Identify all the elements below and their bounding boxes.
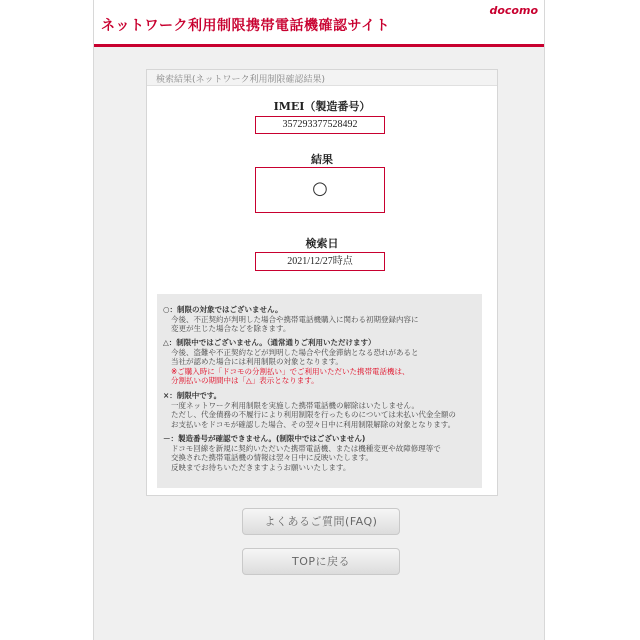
imei-value-box — [255, 116, 385, 134]
legend-note-red: ※ご購入時に「ドコモの分割払い」でご利用いただいた携帯電話機は、 — [171, 366, 410, 376]
site-title: ネットワーク利用制限携帯電話機確認サイト — [101, 18, 391, 34]
legend-circle — [163, 305, 481, 334]
legend-triangle — [163, 338, 481, 386]
site-header — [94, 0, 544, 47]
legend-cross-heading: ×：制限中です。 — [163, 391, 222, 400]
legend-cross — [163, 391, 481, 429]
imei-value: 357293377528492 — [282, 119, 358, 130]
legend-line: 今後、不正契約が判明した場合や携帯電話機購入に関わる初期登録内容に — [171, 314, 419, 324]
legend-line: ただし、代金債務の不履行により利用制限を行ったものについては未払い代金全額の — [171, 410, 456, 419]
faq-button[interactable]: よくあるご質問(FAQ) — [242, 508, 400, 535]
legend-line: 一度ネットワーク利用制限を実施した携帯電話機の解除はいたしません。 — [171, 400, 419, 410]
legend-line: お支払いをドコモが確認した場合、その翌々日中に利用制限解除の対象となります。 — [171, 419, 456, 429]
legend-line: 反映までお待ちいただきますようお願いいたします。 — [171, 462, 351, 472]
legend-dash-heading: －：製造番号が確認できません。(制限中ではございません) — [163, 434, 366, 443]
legend-line: ドコモ回線を新規に契約いただいた携帯電話機、または機種変更や故障修理等で — [171, 443, 441, 453]
result-legend — [157, 294, 482, 488]
legend-dash — [163, 434, 481, 472]
legend-line: 今後、盗難や不正契約などが判明した場合や代金滞納となる恐れがあると — [171, 347, 419, 357]
docomo-logo[interactable]: docomo — [489, 4, 538, 17]
legend-note-red: 分割払いの期間中は「△」表示となります。 — [171, 376, 319, 385]
result-box — [255, 167, 385, 213]
search-date-value: 2021/12/27時点 — [287, 256, 353, 267]
legend-line: 交換された携帯電話機の情報は翌々日中に反映いたします。 — [171, 453, 373, 462]
page-container — [93, 0, 545, 640]
search-date-label: 検索日 — [305, 237, 339, 250]
result-value: ○ — [312, 178, 328, 199]
legend-circle-heading: ○：制限の対象ではございません。 — [163, 305, 283, 314]
legend-triangle-heading: △：制限中ではございません。（通常通りご利用いただけます） — [163, 338, 376, 347]
legend-line: 変更が生じた場合などを除きます。 — [171, 324, 291, 333]
legend-line: 当社が認めた場合には利用制限の対象となります。 — [171, 357, 343, 366]
panel-header — [147, 70, 497, 86]
top-button[interactable]: TOPに戻る — [242, 548, 400, 575]
search-result-panel — [146, 69, 498, 496]
search-date-box — [255, 252, 385, 271]
imei-label: IMEI（製造番号） — [273, 100, 371, 113]
result-label: 結果 — [311, 153, 333, 166]
panel-title: 検索結果(ネットワーク利用制限確認結果) — [156, 75, 326, 85]
